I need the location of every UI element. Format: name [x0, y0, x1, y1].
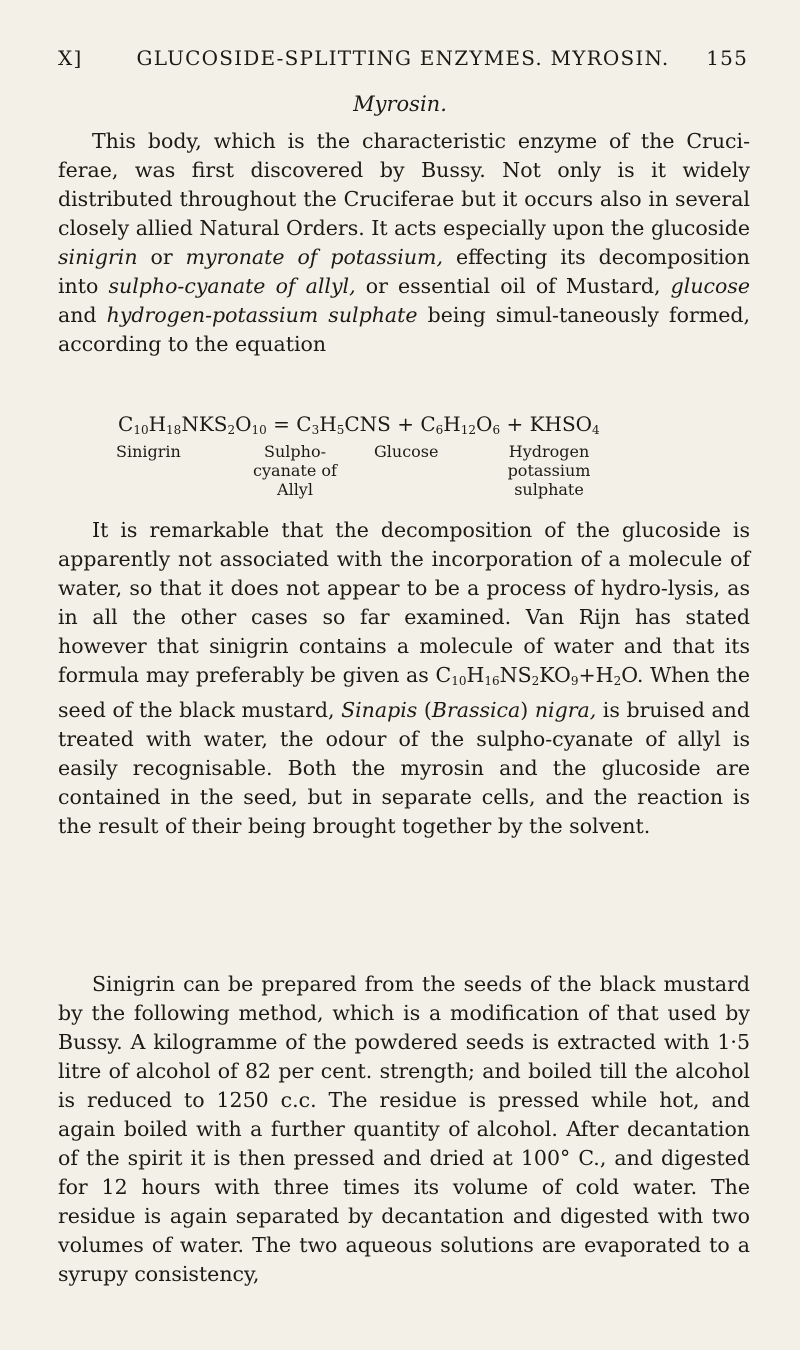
label-sinigrin: Sinigrin — [116, 442, 181, 461]
equation-term-1: $C_3H_5CNS$ — [296, 412, 391, 437]
running-head — [58, 46, 748, 78]
paragraph-1 — [58, 127, 750, 359]
equation-term-3: $KHSO_4$ — [529, 412, 600, 437]
p2-italic-sinapis: Sinapis — [341, 698, 418, 722]
equation-plus-1: + — [397, 412, 414, 436]
p2-text-3: ( — [417, 698, 432, 722]
paragraph-3 — [58, 970, 750, 1289]
p1-italic-sulphocyanate: sulpho-cyanate of allyl, — [108, 274, 356, 298]
p2-text-2: . When the seed of the black mustard, — [58, 663, 750, 722]
label-sulpho-cyanate: Sulpho- cyanate of Allyl — [253, 442, 337, 499]
p2-italic-brassica: Brassica — [431, 698, 521, 722]
p1-text-2: or — [137, 245, 186, 269]
label-hydrogen-potassium: Hydrogen potassium sulphate — [507, 442, 591, 499]
equation-term-2: $C_6H_{12}O_6$ — [420, 412, 501, 437]
equation-plus-2: + — [506, 412, 524, 436]
p1-text-5: and — [58, 303, 107, 327]
label-glucose: Glucose — [374, 442, 439, 461]
p2-italic-nigra: nigra, — [534, 698, 597, 722]
p1-italic-glucose: glucose — [670, 274, 750, 298]
equation-lhs: $C_{10}H_{18}NKS_2O_{10}$ — [118, 412, 267, 437]
p3-text: Sinigrin can be prepared from the seeds of the black mustard by the following method, which is a modification of that used by Bussy. A kilogramme of the powdered seeds is extracted with 1·5 litre of alcohol of 82 per cent. strength; and boiled till the alcohol is reduced to 1250 c.c. The residue is pressed while hot, and again boiled with a further quantity of alcohol. After decantation of the spirit it is then pressed and dried at 100° C., and digested for 12 hours with three times its volume of cold water. The residue is again separated by decantation and digested with two volumes of water. The two aqueous solutions are evaporated to a syrupy consistency, — [58, 972, 750, 1286]
p2-text-1: It is remarkable that the decomposition of the glucoside is apparently not associated with the incorporation of a molecule of water, so that it does not appear to be a process of hydro-lysis, as in all the other cases so far examined. Van Rijn has stated however that sinigrin contains a molecule of water and that its formula may preferably be given as — [58, 518, 750, 687]
p1-text-1: This body, which is the characteristic enzyme of the Cruci-ferae, was first discovered by Bussy. Not only is it widely distributed throughout the Cruciferae but it occurs also in several closely allied Natural Orders. It acts especially upon the glucoside — [58, 129, 750, 240]
page-number: 155 — [706, 46, 748, 70]
p1-text-6: being simul-taneously formed, according to the equation — [58, 303, 750, 356]
equation-equals: = — [273, 412, 290, 436]
p2-formula: $C_{10}H_{16}NS_2KO_9+H_2O$ — [435, 663, 637, 688]
p1-text-4: or essential oil of Mustard, — [355, 274, 671, 298]
chemical-equation — [118, 412, 758, 437]
p1-italic-sinigrin: sinigrin — [58, 245, 138, 269]
p1-italic-hydrogen-potassium: hydrogen-potassium sulphate — [106, 303, 418, 327]
p2-text-5: is bruised and treated with water, the odour of the sulpho-cyanate of allyl is easily recognisable. Both the myrosin and the glucoside are contained in the seed, but in separate cells, and the reaction is the result of their being brought together by the solvent. — [58, 698, 751, 838]
section-title: Myrosin. — [353, 92, 447, 116]
p1-text-3: effecting its decomposition into — [58, 245, 750, 298]
paragraph-2 — [58, 516, 750, 841]
chapter-marker: X] — [58, 46, 83, 70]
p2-text-4: ) — [520, 698, 535, 722]
p1-italic-myronate: myronate of potassium, — [185, 245, 444, 269]
running-title: GLUCOSIDE-SPLITTING ENZYMES. MYROSIN. — [136, 46, 670, 70]
